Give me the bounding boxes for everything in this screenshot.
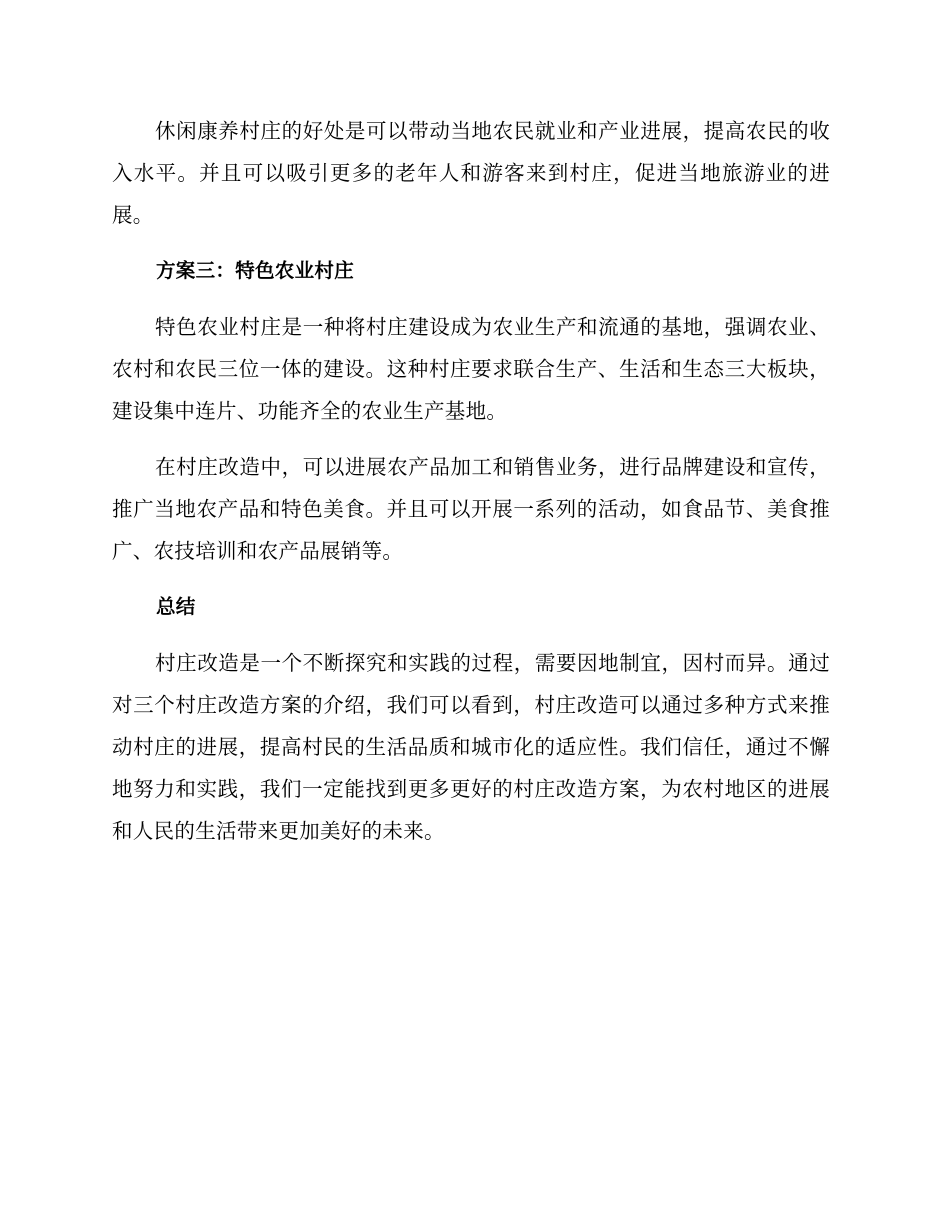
heading-plan-three: 方案三：特色农业村庄: [156, 259, 355, 282]
paragraph-summary: 村庄改造是一个不断探究和实践的过程，需要因地制宜，因村而异。通过对三个村庄改造方案的介绍，我们可以看到，村庄改造可以通过多种方式来推动村庄的进展，提高村民的生活品质和城市化的适应性。我们信任，通过不懈地努力和实践，我们一定能找到更多更好的村庄改造方案，为农村地区的进展和人民的生活带来更加美好的未来。: [112, 651, 830, 843]
paragraph-agriculture-village: 特色农业村庄是一种将村庄建设成为农业生产和流通的基地，强调农业、农村和农民三位一体的建设。这种村庄要求联合生产、生活和生态三大板块，建设集中连片、功能齐全的农业生产基地。: [112, 315, 830, 423]
paragraph-leisure-benefits: 休闲康养村庄的好处是可以带动当地农民就业和产业进展，提高农民的收入水平。并且可以吸引更多的老年人和游客来到村庄，促进当地旅游业的进展。: [112, 119, 830, 227]
heading-summary: 总结: [156, 595, 196, 618]
document-body: [112, 110, 830, 866]
paragraph-village-renovation: 在村庄改造中，可以进展农产品加工和销售业务，进行品牌建设和宣传，推广当地农产品和特色美食。并且可以开展一系列的活动，如食品节、美食推广、农技培训和农产品展销等。: [112, 455, 830, 563]
